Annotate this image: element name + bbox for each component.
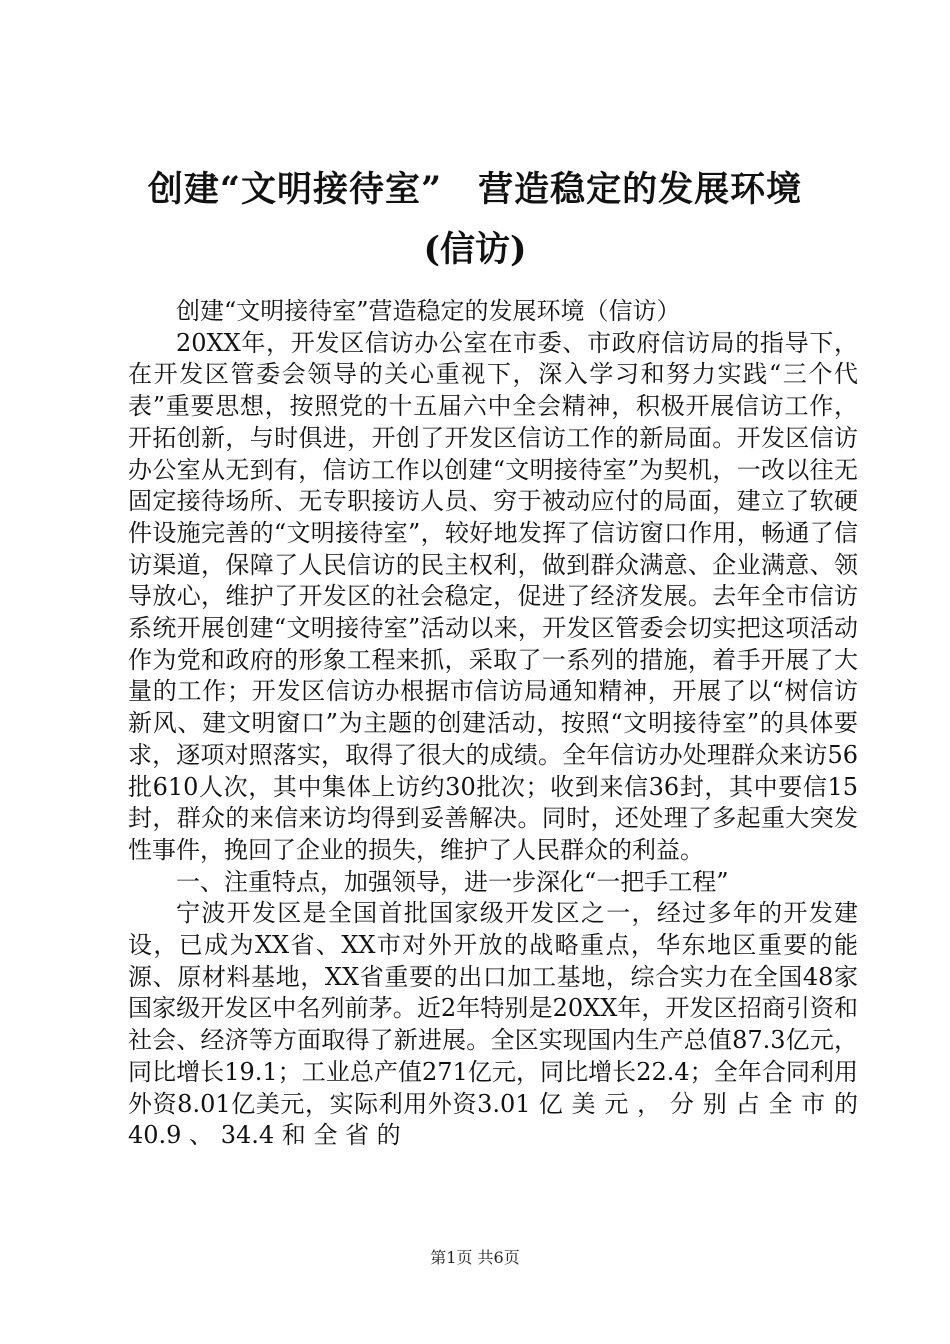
section-heading: 一、注重特点，加强领导，进一步深化“一把手工程” <box>176 867 729 896</box>
paragraph-section-1: 宁波开发区是全国首批国家级开发区之一，经过多年的开发建设，已成为XX省、XX市对外开放的战略重点，华东地区重要的能源、原材料基地，XX省重要的出口加工基地，综合实力在全国48家国家级开发区中名列前茅。近2年特别是20XX年，开发区招商引资和社会、经济等方面取得了新进展。全区实现国内生产总值87.3亿元，同比增长19.1；工业总产值271亿元，同比增长22.4；全年合同利用外资8.01亿美元，实际利用外资3.01 亿 美 元 ， 分 别 占 全 市 的 40.9 、 34.4 和 全 省 的 <box>128 899 858 1150</box>
paragraph-heading-repeat: 创建“文明接待室”营造稳定的发展环境（信访） <box>176 297 681 325</box>
document-body <box>128 296 858 1152</box>
document-title-subtitle: (信访) <box>423 229 527 270</box>
page-number-footer: 第1页 共6页 <box>430 1248 520 1267</box>
paragraph-intro: 20XX年，开发区信访办公室在市委、市政府信访局的指导下，在开发区管委会领导的关心重视下，深入学习和努力实践“三个代表”重要思想，按照党的十五届六中全会精神，积极开展信访工作，开拓创新，与时俱进，开创了开发区信访工作的新局面。开发区信访办公室从无到有，信访工作以创建“文明接待室”为契机，一改以往无固定接待场所、无专职接访人员、穷于被动应付的局面，建立了软硬件设施完善的“文明接待室”，较好地发挥了信访窗口作用，畅通了信访渠道，保障了人民信访的民主权利，做到群众满意、企业满意、领导放心，维护了开发区的社会稳定，促进了经济发展。去年全市信访系统开展创建“文明接待室”活动以来，开发区管委会切实把这项活动作为党和政府的形象工程来抓，采取了一系列的措施，着手开展了大量的工作；开发区信访办根据市信访局通知精神，开展了以“树信访新风、建文明窗口”为主题的创建活动，按照“文明接待室”的具体要求，逐项对照落实，取得了很大的成绩。全年信访办处理群众来访56批610人次，其中集体上访约30批次；收到来信36封，其中要信15封，群众的来信来访均得到妥善解决。同时，还处理了多起重大突发性事件，挽回了企业的损失，维护了人民群众的利益。 <box>128 328 858 864</box>
document-title: 创建“文明接待室” 营造稳定的发展环境 <box>147 169 803 210</box>
